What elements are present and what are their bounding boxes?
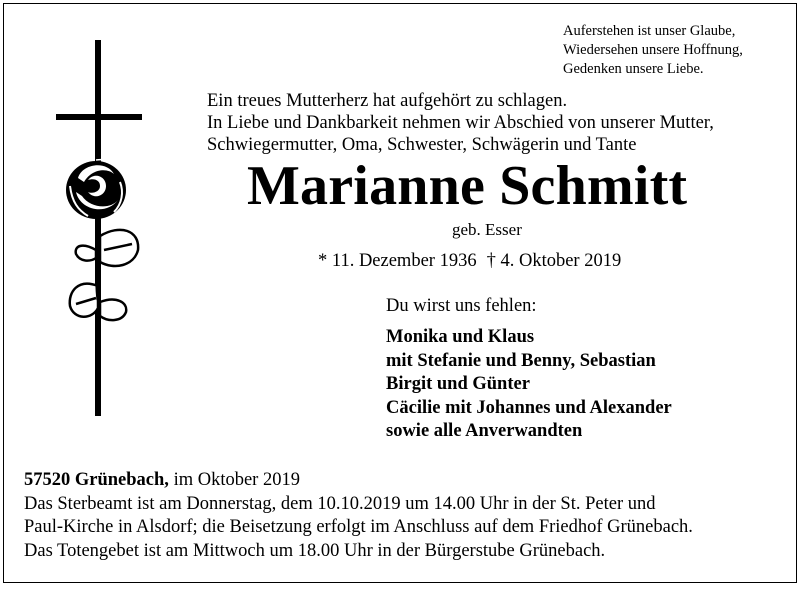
notice-date: im Oktober 2019 [168,470,300,490]
mourners-list [386,326,672,444]
mourner-line: sowie alle Anverwandten [386,421,583,441]
rose-leaves-icon [70,230,138,320]
funeral-details [24,469,693,563]
death-date: † 4. Oktober 2019 [486,251,622,271]
birth-date: * 11. Dezember 1936 [318,251,477,271]
intro-line: Schwiegermutter, Oma, Schwester, Schwägerin und Tante [207,135,637,155]
birth-name: geb. Esser [452,220,522,239]
intro-line: Ein treues Mutterherz hat aufgehört zu schlagen. [207,91,568,111]
funeral-line: Das Totengebet ist am Mittwoch um 18.00 Uhr in der Bürgerstube Grünebach. [24,540,606,561]
motto-line: Gedenken unsere Liebe. [563,61,704,77]
obituary-notice [3,3,797,583]
mourner-line: mit Stefanie und Benny, Sebastian [386,350,656,371]
funeral-line: Das Sterbeamt ist am Donnerstag, dem 10.10.2019 um 14.00 Uhr in der St. Peter und [24,493,656,514]
place-date-line [24,469,693,493]
deceased-name: Marianne Schmitt [247,155,688,217]
cross-horizontal-beam [56,114,142,120]
intro-line: In Liebe und Dankbarkeit nehmen wir Abschied von unserer Mutter, [207,113,714,133]
life-dates [318,251,621,272]
funeral-line: Paul-Kirche in Alsdorf; die Beisetzung erfolgt im Anschluss auf dem Friedhof Grünebach. [24,517,693,537]
mourner-line: Birgit und Günter [386,374,530,394]
mourners-heading: Du wirst uns fehlen: [386,296,537,316]
rose-icon [66,160,126,219]
place: 57520 Grünebach, [24,470,169,490]
motto-line: Auferstehen ist unser Glaube, [563,23,736,39]
mourner-line: Cäcilie mit Johannes und Alexander [386,397,672,418]
cross-with-rose-icon [48,40,148,420]
intro-text [207,90,714,156]
motto-quote [563,22,743,79]
mourner-line: Monika und Klaus [386,327,535,347]
motto-line: Wiedersehen unsere Hoffnung, [563,42,743,58]
